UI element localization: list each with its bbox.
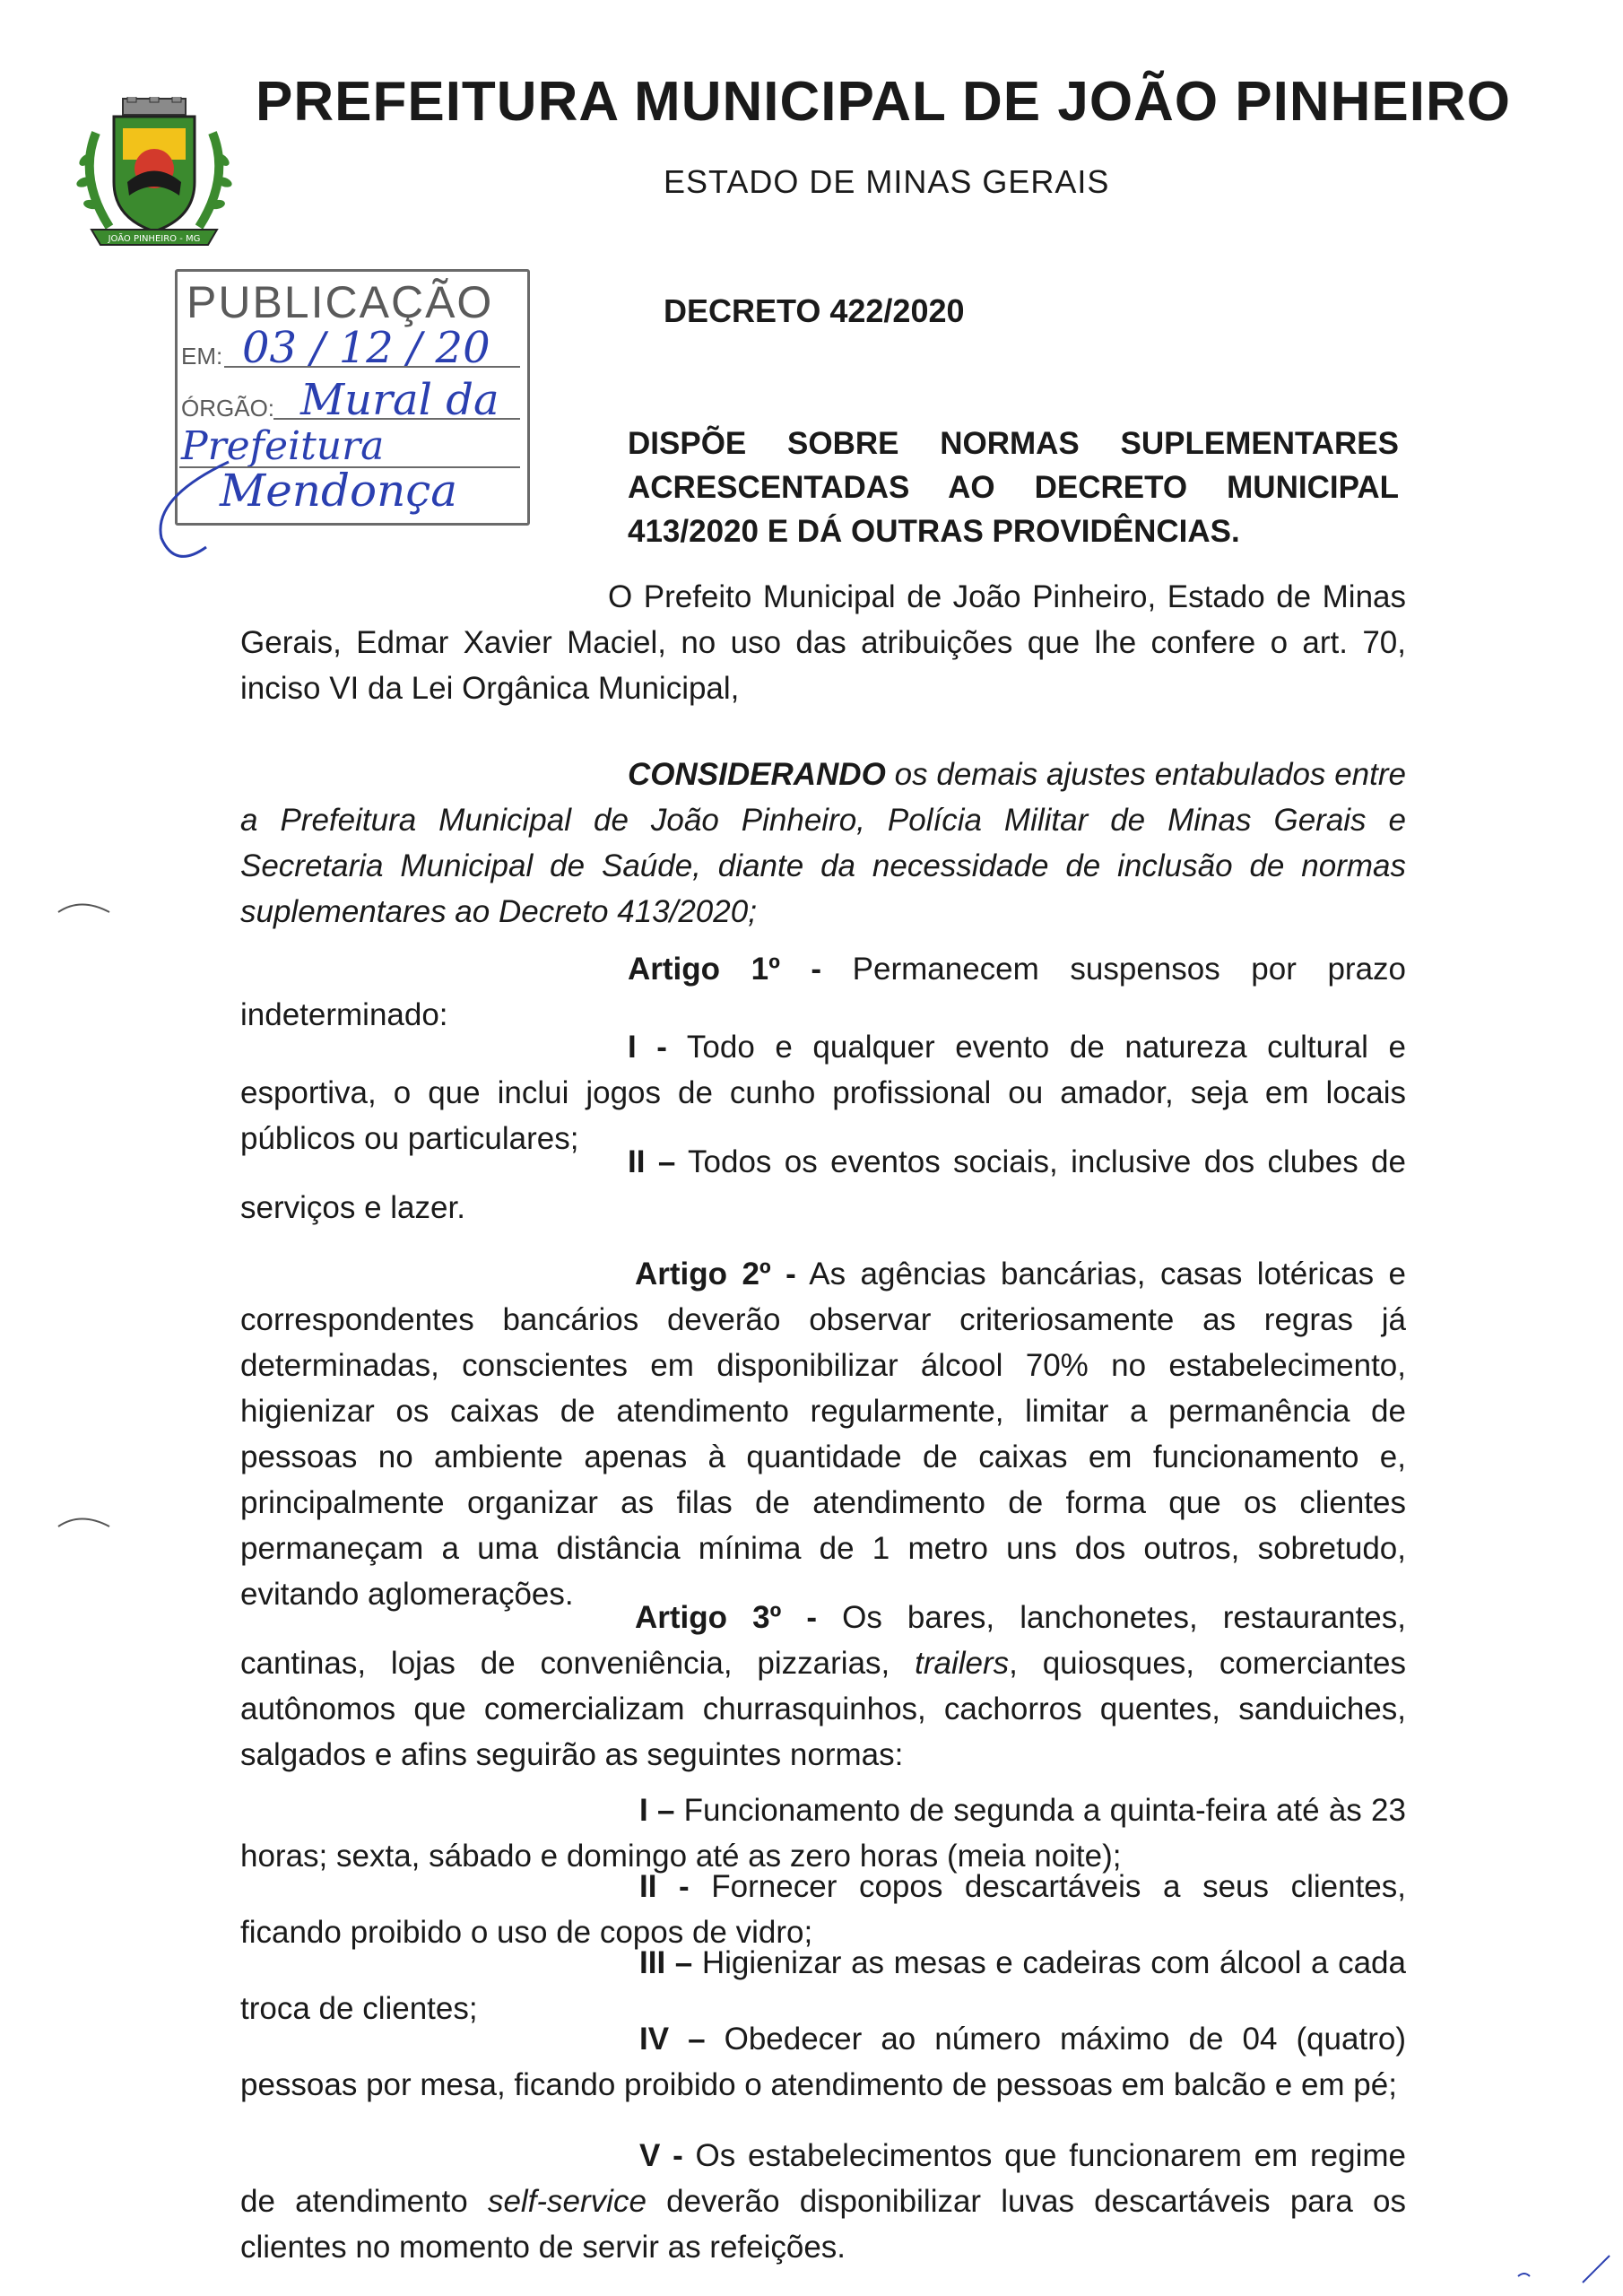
- article-3-item-4-text: Obedecer ao número máximo de 04 (quatro) pessoas por mesa, ficando proibido o atendimento de pessoas em balcão e em pé;: [240, 2022, 1406, 2102]
- margin-mark-2: [54, 1507, 117, 1534]
- stamp-date-label: EM:: [181, 343, 223, 370]
- rubric-mark: [1578, 2251, 1614, 2287]
- stamp-date-value: 03 / 12 / 20: [242, 323, 490, 373]
- article-3-item-5: [240, 2133, 1406, 2270]
- article-3-item-5-text-after: deverão disponibilizar luvas descartáveis para os clientes no momento de servir as refeições.: [240, 2184, 1407, 2265]
- municipal-crest-logo: [74, 97, 235, 249]
- article-3-text-before: Os bares, lanchonetes, restaurantes, cantinas, lojas de conveniência, pizzarias,: [240, 1600, 1407, 1681]
- crest-caption: JOÃO PINHEIRO - MG: [108, 234, 201, 244]
- article-3-item-4-lead: IV –: [639, 2022, 706, 2057]
- article-3-text-italic: trailers: [915, 1646, 1010, 1681]
- article-3-item-2-lead: II -: [639, 1869, 690, 1904]
- considerando-text: os demais ajustes entabulados entre a Prefeitura Municipal de João Pinheiro, Polícia Militar de Minas Gerais e Secretaria Municipal de Saúde, diante da necessidade de inclusão de normas suplementares ao Decreto 413/2020;: [240, 757, 1406, 929]
- article-3-lead: Artigo 3º -: [635, 1600, 818, 1635]
- preamble-paragraph: [240, 574, 1406, 711]
- considerando-lead: CONSIDERANDO: [628, 757, 886, 792]
- signature-flourish: [135, 269, 529, 574]
- page-subtitle: ESTADO DE MINAS GERAIS: [664, 163, 1110, 200]
- article-3-item-1-lead: I –: [639, 1793, 675, 1828]
- publication-stamp: [135, 269, 529, 574]
- decree-summary: DISPÕE SOBRE NORMAS SUPLEMENTARES ACRESCENTADAS AO DECRETO MUNICIPAL 413/2020 E DÁ OUTRAS PROVIDÊNCIAS.: [628, 426, 1399, 549]
- stamp-place-line1: Mural da: [300, 375, 499, 425]
- article-3-item-2-text: Fornecer copos descartáveis a seus clientes, ficando proibido o uso de copos de vidro;: [240, 1869, 1406, 1950]
- article-1-item-2-text: Todos os eventos sociais, inclusive dos clubes de serviços e lazer.: [240, 1144, 1406, 1225]
- article-1-lead: Artigo 1º -: [628, 952, 822, 987]
- decree-number: DECRETO 422/2020: [664, 292, 965, 329]
- stamp-signature: Mendonça: [220, 465, 458, 517]
- article-3-item-5-text-before: Os estabelecimentos que funcionarem em regime de atendimento: [240, 2138, 1406, 2219]
- considerando-paragraph: [240, 752, 1406, 935]
- article-3-item-5-text-italic: self-service: [487, 2184, 647, 2219]
- stamp-place-line2: Prefeitura: [181, 423, 385, 469]
- article-3-item-1-text: Funcionamento de segunda a quinta-feira até às 23 horas; sexta, sábado e domingo até as zero horas (meia noite);: [240, 1793, 1406, 1874]
- article-1-item-2-lead: II –: [628, 1144, 676, 1179]
- article-3-item-4: [240, 2016, 1406, 2108]
- article-1-item-1-text: Todo e qualquer evento de natureza cultural e esportiva, o que inclui jogos de cunho profissional ou amador, seja em locais públicos ou particulares;: [240, 1030, 1406, 1156]
- article-2: [240, 1251, 1406, 1617]
- article-2-lead: Artigo 2º -: [635, 1257, 796, 1292]
- article-3-text-after: , quiosques, comerciantes autônomos que comercializam churrasquinhos, cachorros quentes, sanduiches, salgados e afins seguirão as seguintes normas:: [240, 1646, 1406, 1772]
- article-2-text: As agências bancárias, casas lotéricas e correspondentes bancários deverão observar criteriosamente as regras já determinadas, conscientes em disponibilizar álcool 70% no estabelecimento, higienizar os caixas de atendimento regularmente, limitar a permanência de pessoas no ambiente apenas à quantidade de caixas em funcionamento e, principalmente organizar as filas de atendimento de forma que os clientes permaneçam a uma distância mínima de 1 metro uns dos outros, sobretudo, evitando aglomerações.: [240, 1257, 1406, 1612]
- article-1-item-2: [240, 1139, 1406, 1231]
- article-3-item-5-lead: V -: [639, 2138, 683, 2173]
- stamp-title: PUBLICAÇÃO: [187, 277, 494, 327]
- rubric-dot: [1515, 2267, 1533, 2281]
- preamble-text: O Prefeito Municipal de João Pinheiro, Estado de Minas Gerais, Edmar Xavier Maciel, no uso das atribuições que lhe confere o art. 70, inciso VI da Lei Orgânica Municipal,: [240, 579, 1406, 706]
- article-3-item-3-text: Higienizar as mesas e cadeiras com álcool a cada troca de clientes;: [240, 1945, 1406, 2026]
- article-3-item-3-lead: III –: [639, 1945, 693, 1980]
- stamp-place-label: ÓRGÃO:: [181, 395, 275, 422]
- article-3: [240, 1595, 1406, 1778]
- article-1-text: Permanecem suspensos por prazo indeterminado:: [240, 952, 1406, 1032]
- margin-mark-1: [54, 892, 117, 919]
- article-1-item-1-lead: I -: [628, 1030, 667, 1065]
- page-title: PREFEITURA MUNICIPAL DE JOÃO PINHEIRO: [256, 71, 1511, 133]
